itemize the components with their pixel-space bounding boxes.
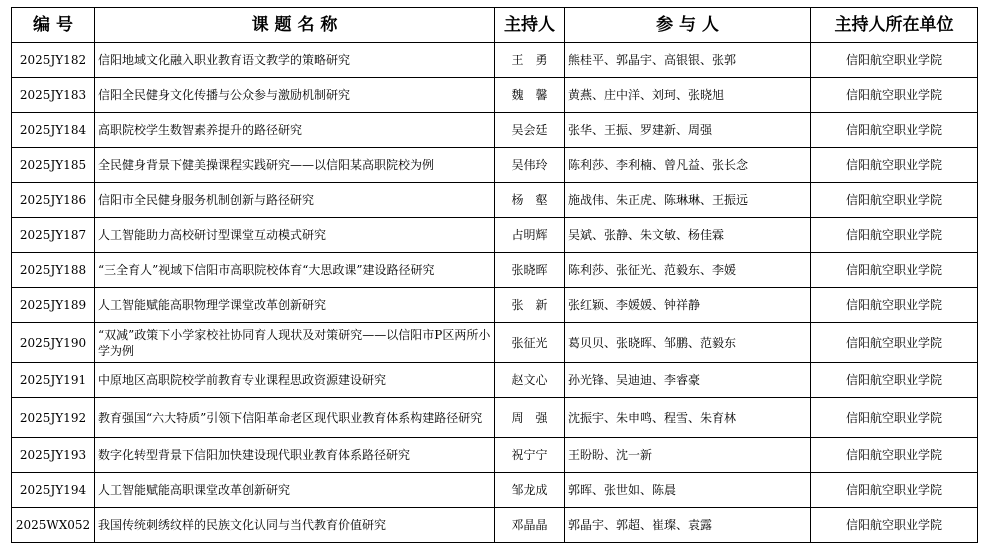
cell-title: 人工智能赋能高职物理学课堂改革创新研究 — [95, 288, 495, 323]
cell-unit: 信阳航空职业学院 — [811, 183, 978, 218]
cell-participants: 孙光锋、吴迪迪、李睿豪 — [565, 363, 811, 398]
header-unit: 主持人所在单位 — [811, 8, 978, 43]
table-row — [12, 398, 978, 438]
cell-id: 2025JY192 — [12, 398, 95, 438]
table-row — [12, 78, 978, 113]
cell-id: 2025JY185 — [12, 148, 95, 183]
cell-id: 2025JY186 — [12, 183, 95, 218]
cell-title: 高职院校学生数智素养提升的路径研究 — [95, 113, 495, 148]
cell-unit: 信阳航空职业学院 — [811, 508, 978, 543]
cell-id: 2025JY184 — [12, 113, 95, 148]
table-row — [12, 438, 978, 473]
cell-id: 2025JY187 — [12, 218, 95, 253]
table-row — [12, 473, 978, 508]
header-host: 主持人 — [495, 8, 565, 43]
cell-participants: 沈振宇、朱申鸣、程雪、朱育林 — [565, 398, 811, 438]
cell-title: 信阳地域文化融入职业教育语文教学的策略研究 — [95, 43, 495, 78]
cell-unit: 信阳航空职业学院 — [811, 473, 978, 508]
header-title: 课 题 名 称 — [95, 8, 495, 43]
cell-unit: 信阳航空职业学院 — [811, 218, 978, 253]
cell-id: 2025JY194 — [12, 473, 95, 508]
cell-host: 赵文心 — [495, 363, 565, 398]
cell-host: 占明辉 — [495, 218, 565, 253]
table-row — [12, 43, 978, 78]
cell-participants: 郭晖、张世如、陈晨 — [565, 473, 811, 508]
cell-unit: 信阳航空职业学院 — [811, 43, 978, 78]
cell-host: 吴会廷 — [495, 113, 565, 148]
cell-host: 魏 馨 — [495, 78, 565, 113]
cell-host: 吴伟玲 — [495, 148, 565, 183]
cell-title: 信阳全民健身文化传播与公众参与激励机制研究 — [95, 78, 495, 113]
header-id: 编 号 — [12, 8, 95, 43]
table-row — [12, 363, 978, 398]
cell-id: 2025JY193 — [12, 438, 95, 473]
header-participants: 参 与 人 — [565, 8, 811, 43]
cell-participants: 王盼盼、沈一新 — [565, 438, 811, 473]
cell-host: 邓晶晶 — [495, 508, 565, 543]
cell-participants: 施战伟、朱正虎、陈琳琳、王振远 — [565, 183, 811, 218]
cell-unit: 信阳航空职业学院 — [811, 78, 978, 113]
header-row — [12, 8, 978, 43]
cell-title: 信阳市全民健身服务机制创新与路径研究 — [95, 183, 495, 218]
cell-id: 2025JY190 — [12, 323, 95, 363]
cell-unit: 信阳航空职业学院 — [811, 363, 978, 398]
table-row — [12, 113, 978, 148]
cell-participants: 黄燕、庄中洋、刘珂、张晓旭 — [565, 78, 811, 113]
cell-title: 数字化转型背景下信阳加快建设现代职业教育体系路径研究 — [95, 438, 495, 473]
table-row — [12, 183, 978, 218]
cell-unit: 信阳航空职业学院 — [811, 148, 978, 183]
cell-title: 全民健身背景下健美操课程实践研究——以信阳某高职院校为例 — [95, 148, 495, 183]
cell-host: 周 强 — [495, 398, 565, 438]
cell-participants: 郭晶宇、郭超、崔璨、袁露 — [565, 508, 811, 543]
table-row — [12, 253, 978, 288]
cell-participants: 张红颖、李媛媛、钟祥静 — [565, 288, 811, 323]
cell-participants: 张华、王振、罗建新、周强 — [565, 113, 811, 148]
table-row — [12, 323, 978, 363]
cell-title: “双减”政策下小学家校社协同育人现状及对策研究——以信阳市P区两所小学为例 — [95, 323, 495, 363]
cell-participants: 陈利莎、李利楠、曾凡益、张长念 — [565, 148, 811, 183]
cell-title: 中原地区高职院校学前教育专业课程思政资源建设研究 — [95, 363, 495, 398]
cell-title: 教育强国“六大特质”引领下信阳革命老区现代职业教育体系构建路径研究 — [95, 398, 495, 438]
cell-id: 2025JY182 — [12, 43, 95, 78]
cell-host: 张征光 — [495, 323, 565, 363]
cell-unit: 信阳航空职业学院 — [811, 288, 978, 323]
cell-unit: 信阳航空职业学院 — [811, 253, 978, 288]
cell-host: 杨 壑 — [495, 183, 565, 218]
cell-id: 2025JY191 — [12, 363, 95, 398]
cell-participants: 陈利莎、张征光、范毅东、李媛 — [565, 253, 811, 288]
cell-title: 人工智能助力高校研讨型课堂互动模式研究 — [95, 218, 495, 253]
cell-unit: 信阳航空职业学院 — [811, 323, 978, 363]
cell-host: 王 勇 — [495, 43, 565, 78]
cell-id: 2025JY188 — [12, 253, 95, 288]
cell-unit: 信阳航空职业学院 — [811, 438, 978, 473]
cell-host: 祝宁宁 — [495, 438, 565, 473]
cell-participants: 葛贝贝、张晓晖、邹鹏、范毅东 — [565, 323, 811, 363]
cell-host: 张晓晖 — [495, 253, 565, 288]
table-row — [12, 148, 978, 183]
cell-unit: 信阳航空职业学院 — [811, 398, 978, 438]
cell-title: “三全育人”视域下信阳市高职院校体育“大思政课”建设路径研究 — [95, 253, 495, 288]
cell-participants: 熊桂平、郭晶宇、高银银、张郭 — [565, 43, 811, 78]
cell-host: 邹龙成 — [495, 473, 565, 508]
cell-id: 2025JY183 — [12, 78, 95, 113]
cell-id: 2025JY189 — [12, 288, 95, 323]
cell-id: 2025WX052 — [12, 508, 95, 543]
table-row — [12, 288, 978, 323]
cell-title: 我国传统刺绣纹样的民族文化认同与当代教育价值研究 — [95, 508, 495, 543]
cell-participants: 吴斌、张静、朱文敏、杨佳霖 — [565, 218, 811, 253]
cell-title: 人工智能赋能高职课堂改革创新研究 — [95, 473, 495, 508]
projects-table — [11, 7, 978, 543]
cell-host: 张 新 — [495, 288, 565, 323]
table-row — [12, 218, 978, 253]
table-row — [12, 508, 978, 543]
cell-unit: 信阳航空职业学院 — [811, 113, 978, 148]
